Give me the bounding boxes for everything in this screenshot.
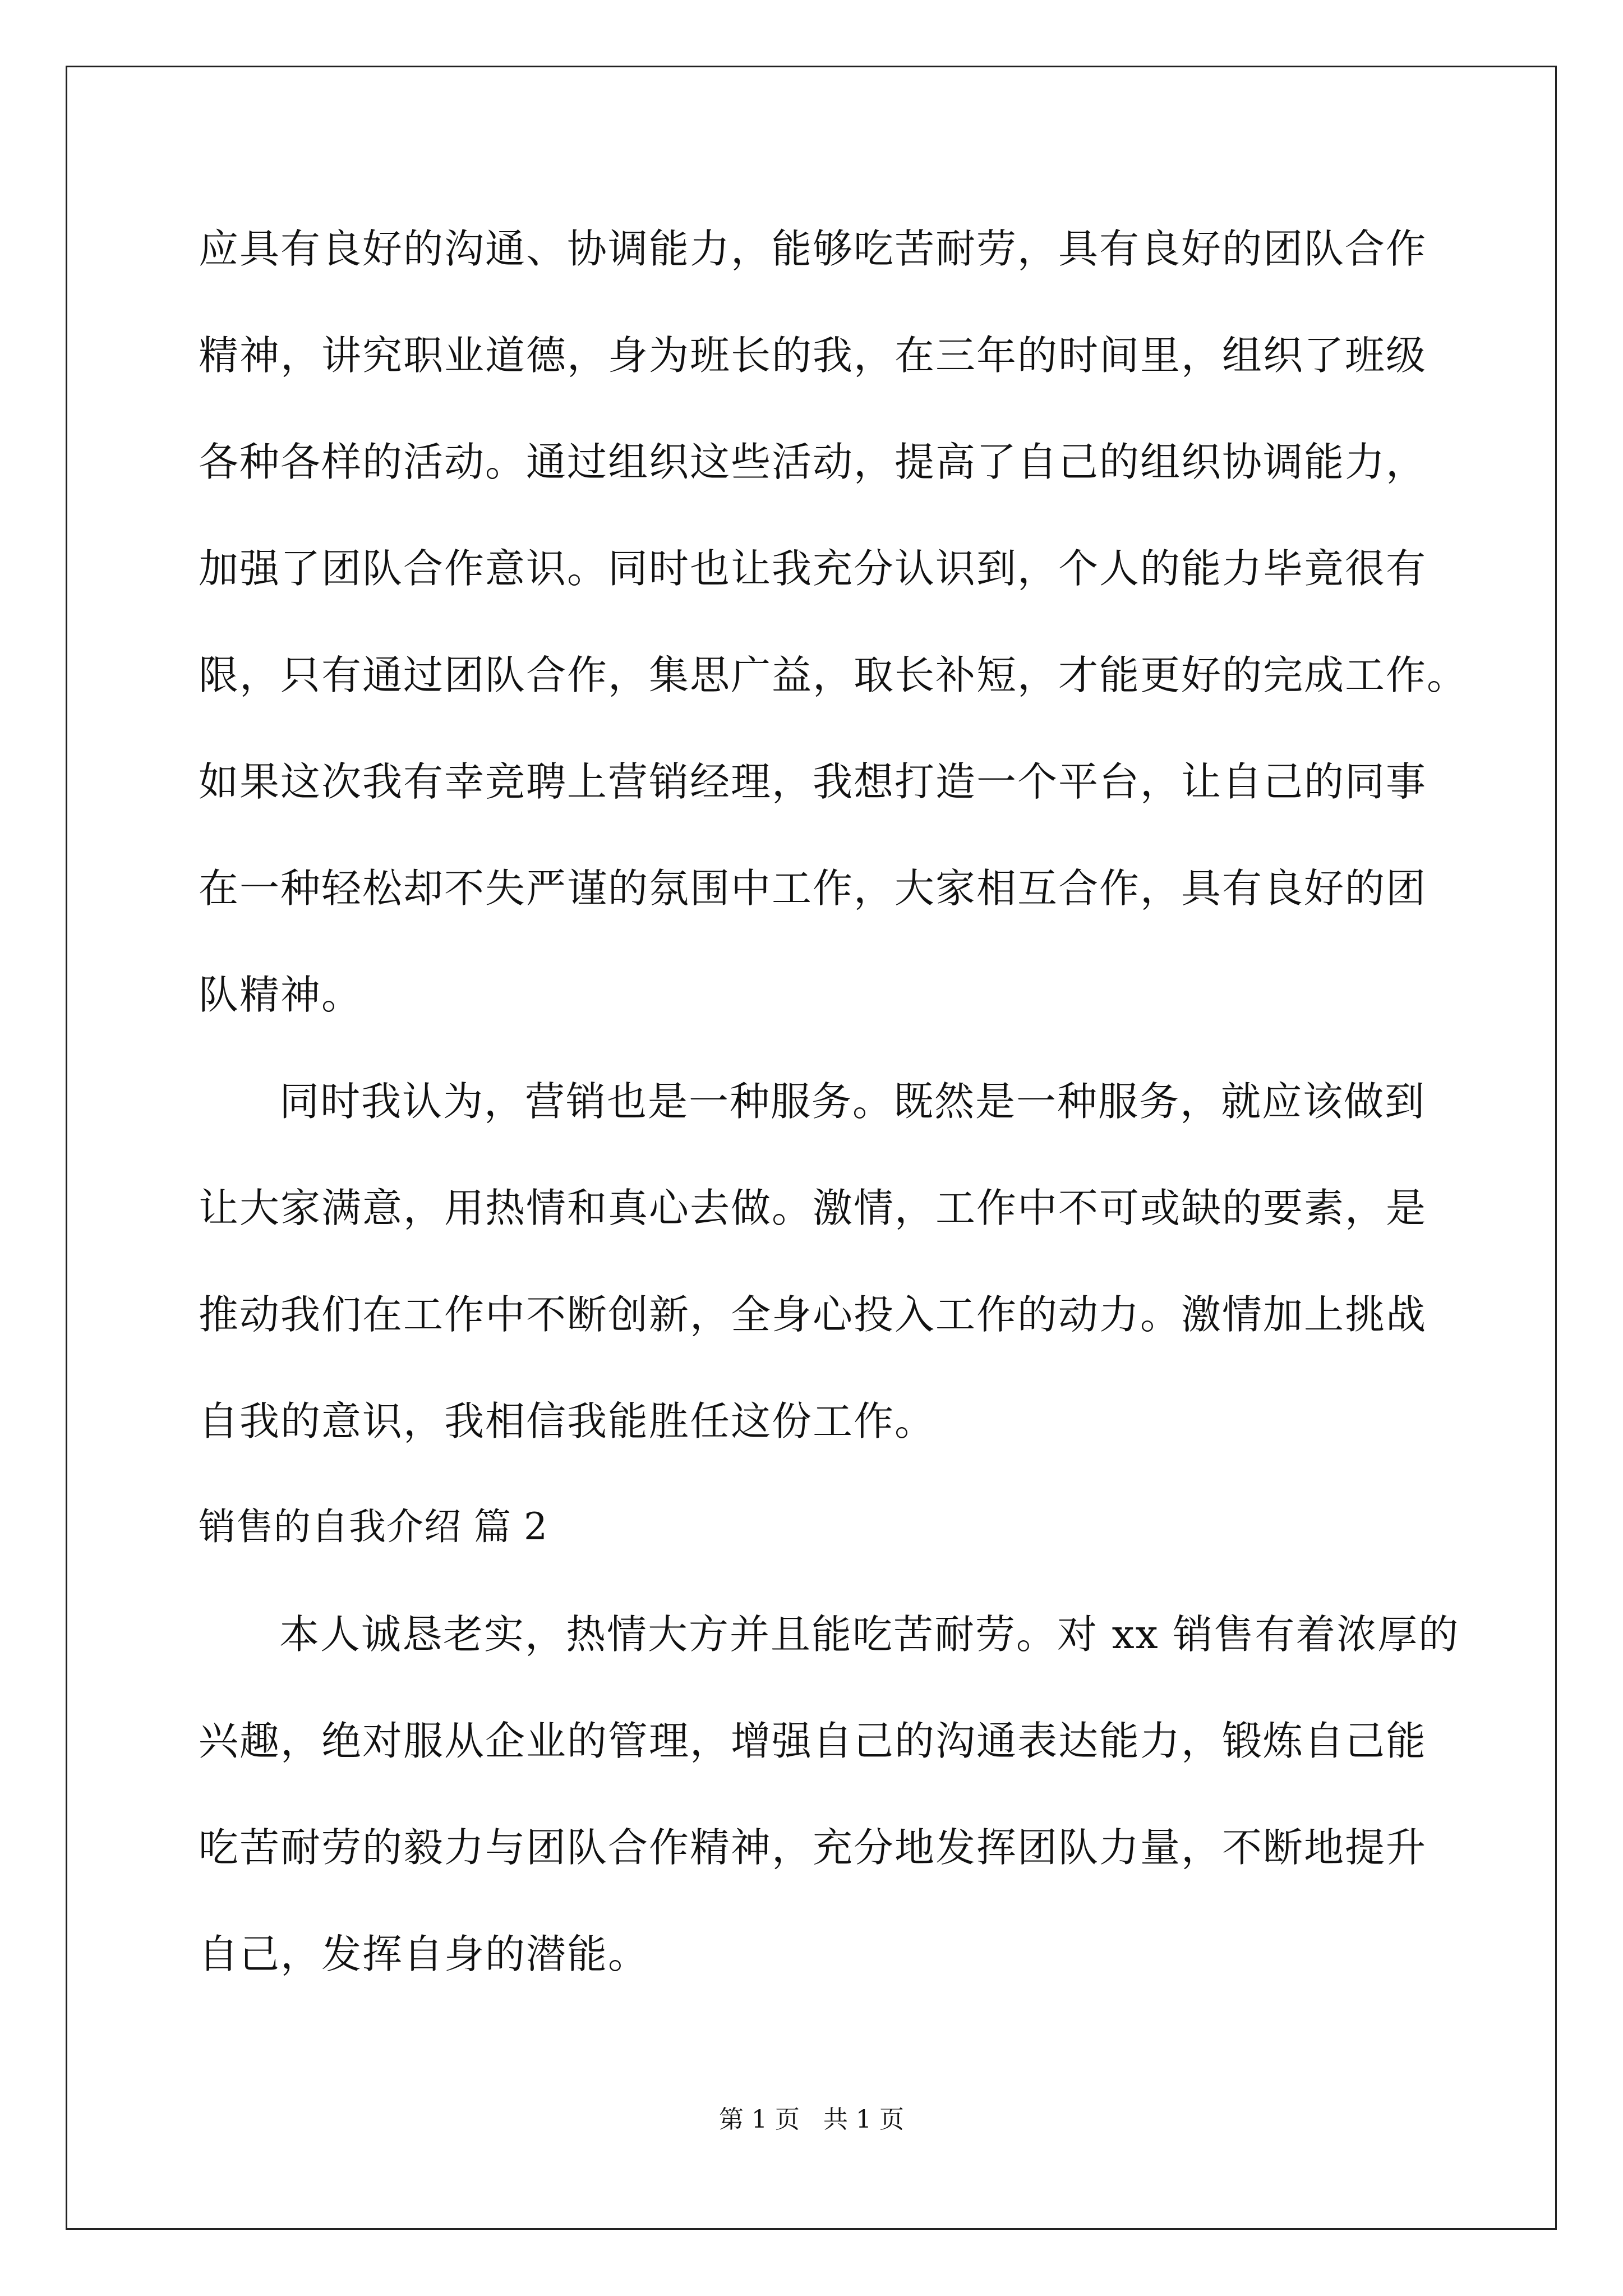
body-line: 自我的意识，我相信我能胜任这份工作。 bbox=[199, 1398, 936, 1444]
body-line: 让大家满意，用热情和真心去做。激情，工作中不可或缺的要素，是 bbox=[199, 1185, 1427, 1231]
section-heading: 销售的自我介绍 篇 2 bbox=[199, 1505, 548, 1548]
body-line: 加强了团队合作意识。同时也让我充分认识到，个人的能力毕竟很有 bbox=[199, 545, 1427, 592]
body-line: 本人诚恳老实，热情大方并且能吃苦耐劳。对 xx 销售有着浓厚的 bbox=[279, 1611, 1460, 1658]
body-line: 应具有良好的沟通、协调能力，能够吃苦耐劳，具有良好的团队合作 bbox=[199, 226, 1427, 272]
body-line: 兴趣，绝对服从企业的管理，增强自己的沟通表达能力，锻炼自己能 bbox=[199, 1718, 1427, 1764]
body-line: 如果这次我有幸竞聘上营销经理，我想打造一个平台，让自己的同事 bbox=[199, 758, 1427, 805]
body-line: 限，只有通过团队合作，集思广益，取长补短，才能更好的完成工作。 bbox=[199, 652, 1468, 698]
body-line: 在一种轻松却不失严谨的氛围中工作，大家相互合作，具有良好的团 bbox=[199, 865, 1427, 912]
page-border bbox=[66, 66, 1557, 2230]
body-line: 精神，讲究职业道德，身为班长的我，在三年的时间里，组织了班级 bbox=[199, 332, 1427, 379]
body-line: 同时我认为，营销也是一种服务。既然是一种服务，就应该做到 bbox=[279, 1078, 1426, 1125]
page-footer: 第 1 页 共 1 页 bbox=[719, 2105, 904, 2134]
body-line: 推动我们在工作中不断创新，全身心投入工作的动力。激情加上挑战 bbox=[199, 1291, 1427, 1338]
body-line: 各种各样的活动。通过组织这些活动，提高了自己的组织协调能力， bbox=[199, 439, 1427, 485]
body-line: 队精神。 bbox=[199, 972, 363, 1018]
body-line: 吃苦耐劳的毅力与团队合作精神，充分地发挥团队力量，不断地提升 bbox=[199, 1824, 1427, 1871]
body-line: 自己，发挥自身的潜能。 bbox=[199, 1931, 649, 1977]
